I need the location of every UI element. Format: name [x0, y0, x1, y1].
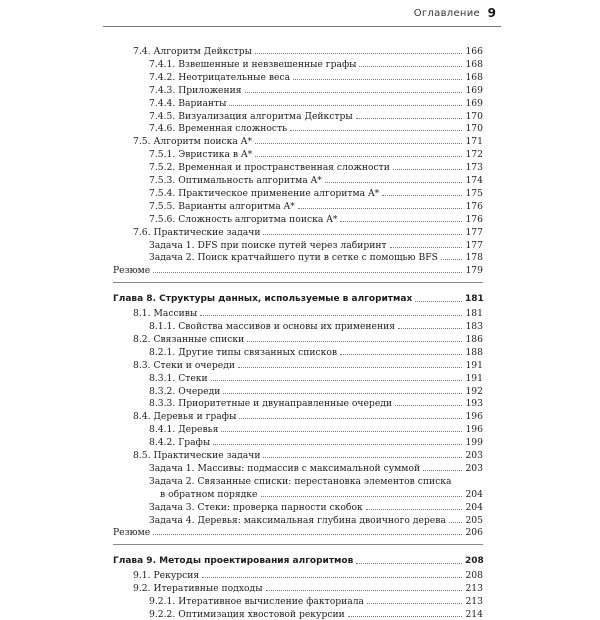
toc-entry-page: 203 [465, 450, 483, 461]
toc-leader-dots [366, 509, 462, 510]
toc-entry-page: 177 [465, 239, 483, 251]
toc-leader-dots [238, 367, 462, 368]
toc-entry[interactable] [149, 96, 483, 109]
toc-entry[interactable] [149, 607, 483, 620]
toc-entry-page: 176 [465, 213, 483, 225]
toc-entry[interactable] [149, 345, 483, 358]
toc-entry[interactable] [149, 57, 483, 70]
toc-entry-title: 9.2. Итеративные подходы [133, 583, 263, 595]
toc-leader-dots [239, 418, 462, 419]
toc-entry[interactable] [133, 568, 483, 581]
toc-entry[interactable] [149, 422, 483, 435]
toc-entry[interactable] [149, 371, 483, 384]
toc-entry-title: Задача 1. DFS при поиске путей через лабиринт [149, 239, 387, 251]
page-number: 9 [487, 6, 496, 20]
toc-entry-page: 214 [465, 608, 483, 620]
toc-leader-dots [415, 301, 462, 302]
toc-entry-page: 186 [465, 333, 483, 345]
toc-entry-title: Глава 8. Структуры данных, используемые в алгоритмах [113, 294, 413, 305]
toc-entry[interactable] [149, 238, 483, 251]
toc-leader-dots [325, 182, 462, 183]
toc-entry[interactable] [149, 435, 483, 448]
toc-leader-dots [229, 105, 462, 106]
toc-entry-page: 178 [465, 252, 483, 264]
toc-entry-page: 175 [465, 187, 483, 199]
toc-entry-page: 206 [465, 527, 483, 539]
toc-entry-title: Задача 2. Поиск кратчайшего пути в сетке с помощью BFS [149, 252, 438, 264]
toc-entry-page: 166 [465, 46, 483, 57]
toc-leader-dots [213, 444, 462, 445]
toc-leader-dots [382, 195, 462, 196]
toc-entry-title: 7.4.6. Временная сложность [149, 123, 288, 135]
toc-entry-title: Задача 3. Стеки: проверка парности скобок [149, 501, 363, 513]
toc-leader-dots [390, 247, 462, 248]
toc-entry[interactable] [149, 121, 483, 134]
toc-entry[interactable] [149, 319, 483, 332]
toc-entry-title: 9.2.1. Итеративное вычисление факториала [149, 596, 365, 607]
toc-leader-dots [255, 156, 462, 157]
toc-leader-dots [348, 616, 462, 617]
toc-leader-dots [263, 234, 462, 235]
toc-entry-page: 168 [465, 71, 483, 83]
toc-entry[interactable] [149, 384, 483, 397]
toc-entry[interactable] [149, 250, 483, 263]
toc-entry[interactable] [149, 474, 483, 487]
toc-leader-dots [245, 92, 462, 93]
toc-leader-dots [266, 590, 462, 591]
toc-leader-dots [211, 380, 462, 381]
toc-entry-page: 181 [465, 294, 484, 305]
toc-entry-page: 176 [465, 200, 483, 212]
toc-entry-title: 7.4.4. Варианты [149, 97, 227, 109]
toc-entry-title: 8.4.2. Графы [149, 437, 211, 449]
toc-entry-page: 213 [465, 583, 483, 595]
toc-entry-title: 8.2. Связанные списки [133, 333, 245, 345]
toc-entry-page: 208 [465, 556, 484, 567]
toc-chapter-entry[interactable] [113, 292, 483, 305]
toc-entry[interactable] [133, 448, 483, 461]
toc-entry-title: 7.5. Алгоритм поиска A* [133, 136, 253, 148]
toc-entry[interactable] [149, 461, 483, 474]
toc-entry-title: 7.5.3. Оптимальность алгоритма A* [149, 175, 322, 186]
toc-entry[interactable] [133, 358, 483, 371]
toc-entry-page: 192 [465, 385, 483, 397]
toc-entry-page: 169 [465, 84, 483, 96]
toc-entry[interactable] [133, 44, 483, 57]
toc-entry-page: 179 [465, 265, 483, 277]
toc-entry-title: 8.4.1. Деревья [149, 424, 219, 436]
toc-entry-title: 8.3.1. Стеки [149, 372, 208, 384]
toc-leader-dots [261, 496, 463, 497]
toc-entry-title: Резюме [113, 265, 151, 277]
toc-entry-page: 169 [465, 97, 483, 109]
toc-entry[interactable] [149, 199, 483, 212]
toc-entry[interactable] [133, 332, 483, 345]
toc-entry-title: 7.5.6. Сложность алгоритма поиска A* [149, 213, 338, 225]
toc-leader-dots [255, 53, 462, 54]
toc-entry-title: 9.1. Рекурсия [133, 570, 200, 582]
chapter-separator [113, 282, 483, 283]
toc-entry-title: 8.4. Деревья и графы [133, 411, 237, 423]
toc-entry-title: Задача 4. Деревья: максимальная глубина двоичного дерева [149, 514, 446, 526]
toc-entry-title: 8.3.2. Очереди [149, 385, 221, 397]
toc-entry-title: Задача 1. Массивы: подмассив с максимальной суммой [149, 462, 421, 474]
toc-leader-dots [200, 315, 462, 316]
toc-entry[interactable] [160, 487, 483, 500]
toc-entry-title: 7.4.2. Неотрицательные веса [149, 71, 291, 83]
toc-entry-page: 204 [465, 488, 483, 500]
toc-leader-dots [449, 522, 462, 523]
toc-leader-dots [398, 328, 462, 329]
toc-chapter-entry[interactable] [113, 554, 483, 567]
toc-entry-page: 181 [465, 308, 483, 320]
toc-entry-page: 204 [465, 501, 483, 513]
running-header [0, 6, 600, 26]
toc-leader-dots [298, 208, 462, 209]
toc-entry-title: 7.5.4. Практическое применение алгоритма A* [149, 187, 380, 199]
toc-entry-page: 203 [465, 462, 483, 474]
toc-entry-page: 196 [465, 424, 483, 436]
toc-entry-title: Глава 9. Методы проектирования алгоритмов [113, 556, 354, 567]
toc-entry[interactable] [149, 594, 483, 607]
toc-entry[interactable] [149, 173, 483, 186]
toc-entry-title: Резюме [113, 527, 151, 539]
toc-entry[interactable] [149, 147, 483, 160]
toc-leader-dots [340, 354, 462, 355]
toc-entry-page: 199 [465, 437, 483, 449]
toc-entry[interactable] [149, 160, 483, 173]
toc-leader-dots [153, 534, 462, 535]
toc-leader-dots [340, 221, 462, 222]
toc-entry-title: 7.6. Практические задачи [133, 226, 261, 238]
toc-leader-dots [356, 563, 462, 564]
toc-leader-dots [263, 457, 462, 458]
running-header-title: Оглавление [413, 8, 480, 19]
toc-leader-dots [255, 143, 462, 144]
toc-entry-page: 188 [465, 346, 483, 358]
toc-entry[interactable] [149, 70, 483, 83]
toc-leader-dots [367, 603, 462, 604]
toc-leader-dots [293, 79, 462, 80]
toc-entry-page: 170 [465, 110, 483, 122]
toc-entry-title: 7.4.5. Визуализация алгоритма Дейкстры [149, 110, 353, 122]
toc-entry[interactable] [149, 109, 483, 122]
toc-entry-page: 208 [465, 570, 483, 582]
toc-leader-dots [153, 272, 462, 273]
toc-leader-dots [441, 259, 462, 260]
toc-entry-page: 172 [465, 149, 483, 161]
toc-entry-page: 193 [465, 398, 483, 410]
toc-entry-page: 171 [465, 136, 483, 148]
toc-entry-title: 8.2.1. Другие типы связанных списков [149, 346, 338, 358]
toc-entry-title: 7.4.3. Приложения [149, 84, 242, 96]
toc-entry-title: 8.3. Стеки и очереди [133, 359, 235, 371]
toc-entry[interactable] [149, 500, 483, 513]
toc-leader-dots [221, 431, 462, 432]
toc-entry-title: 8.3.3. Приоритетные и двунаправленные очереди [149, 398, 393, 410]
toc-entry-page: 170 [465, 123, 483, 135]
toc-entry[interactable] [133, 409, 483, 422]
toc-entry[interactable] [149, 212, 483, 225]
toc-entry[interactable] [133, 306, 483, 319]
toc-entry-title: 7.4.1. Взвешенные и невзвешенные графы [149, 58, 357, 70]
toc-entry-title: 8.1.1. Свойства массивов и основы их применения [149, 321, 396, 332]
toc-entry[interactable] [113, 263, 483, 276]
toc-entry-title: 7.5.1. Эвристика в A* [149, 149, 253, 161]
toc-leader-dots [393, 169, 462, 170]
toc-entry-title: Задача 2. Связанные списки: перестановка элементов списка [149, 475, 452, 487]
toc-entry-page: 177 [465, 226, 483, 238]
toc-entry-page: 183 [465, 321, 483, 332]
toc-leader-dots [356, 118, 462, 119]
toc-entry-page: 168 [465, 58, 483, 70]
toc-entry-page: 174 [465, 175, 483, 186]
chapter-separator [113, 544, 483, 545]
toc-leader-dots [395, 405, 462, 406]
toc-entry-title: 7.5.2. Временная и пространственная сложности [149, 162, 390, 174]
toc-entry-title: 8.1. Массивы [133, 308, 198, 320]
toc-entry[interactable] [133, 581, 483, 594]
toc-entry[interactable] [149, 513, 483, 526]
toc-entry-page: 196 [465, 411, 483, 423]
toc-entry-page: 205 [465, 514, 483, 526]
toc-entry-title: 8.5. Практические задачи [133, 450, 261, 461]
toc-leader-dots [247, 341, 462, 342]
toc-leader-dots [423, 470, 462, 471]
toc-entry-page: 173 [465, 162, 483, 174]
toc-leader-dots [359, 66, 462, 67]
toc-entry-title: 7.5.5. Варианты алгоритма A* [149, 200, 295, 212]
toc-entry[interactable] [149, 83, 483, 96]
toc-entry-page: 213 [465, 596, 483, 607]
toc-entry-page: 191 [465, 372, 483, 384]
toc-entry[interactable] [149, 396, 483, 409]
toc-entry-title: 7.4. Алгоритм Дейкстры [133, 46, 252, 57]
toc-leader-dots [202, 577, 462, 578]
toc-entry-title: 9.2.2. Оптимизация хвостовой рекурсии [149, 608, 345, 620]
header-rule [103, 26, 501, 27]
toc-entry[interactable] [113, 525, 483, 538]
toc-entry[interactable] [149, 186, 483, 199]
toc-entry[interactable] [133, 134, 483, 147]
toc-entry-page: 191 [465, 359, 483, 371]
toc-entry[interactable] [133, 225, 483, 238]
toc-leader-dots [223, 393, 462, 394]
toc-leader-dots [290, 130, 462, 131]
toc-entry-title: в обратном порядке [160, 488, 258, 500]
